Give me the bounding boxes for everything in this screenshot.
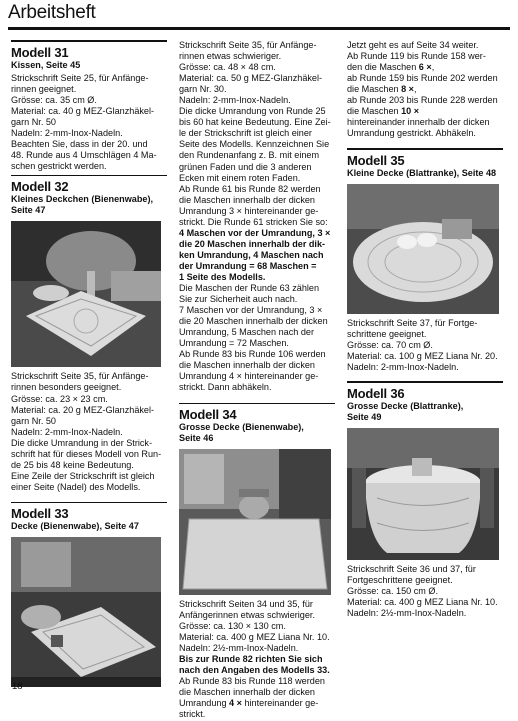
- modell-33-subtitle: Decke (Bienenwabe), Seite 47: [11, 521, 139, 532]
- modell-36-subtitle: Grosse Decke (Blattranke),: [347, 400, 464, 411]
- modell-36-text: Strickschrift Seite 36 und 37, für Fortgeschrittene geeignet. Grösse: ca. 150 cm Ø. Material: ca. 400 g MEZ Liana Nr. 10. Nadeln: 2½-mm-Inox-Nadeln.: [347, 563, 498, 618]
- section-rule: [347, 381, 503, 383]
- modell-35-text: Strickschrift Seite 37, für Fortge- schrittene geeignet. Grösse: ca. 70 cm Ø. Material: ca. 100 g MEZ Liana Nr. 20. Nadeln: 2-mm-Inox-Nadeln.: [347, 317, 498, 373]
- modell-32-text: Strickschrift Seite 35, für Anfänge- rinnen besonders geeignet. Grösse: ca. 23 × 23 cm. Material: ca. 20 g MEZ-Glanzhäkel- garn Nr. 50 Nadeln: 2-mm-Inox-Nadeln. Die dicke Umrandung in der Strick- schrift hat für dieses Modell von Run- de 25 bis 48 keine Bedeutung. Eine Zeile der Strickschrift ist gleich einer Seite (Nadel) des Modells.: [11, 371, 162, 492]
- section-rule: [179, 403, 335, 405]
- modell-32-photo: [11, 221, 161, 367]
- column-3: [347, 40, 503, 619]
- modell-33-photo: [11, 537, 161, 687]
- modell-34-subtitle: Grosse Decke (Bienenwabe),: [179, 422, 304, 432]
- page-number: 18: [12, 681, 23, 692]
- modell-34-title: Modell 34: [179, 407, 237, 422]
- modell-31-subtitle: Kissen, Seite 45: [11, 59, 81, 70]
- section-rule: [11, 175, 167, 177]
- modell-34-subtitle-page: Seite 46: [179, 433, 214, 443]
- modell-33-title: Modell 33: [11, 506, 69, 522]
- header-rule: [8, 27, 510, 30]
- modell-31-text: Strickschrift Seite 25, für Anfänge- rinnen geeignet. Grösse: ca. 35 cm Ø. Material: ca. 40 g MEZ-Glanzhäkel- garn Nr. 50 Nadeln: 2-mm-Inox-Nadeln. Beachten Sie, dass in der 20. und 48. Runde aus 4 Umschlägen 4 Ma- schen gestrickt werden.: [11, 72, 157, 171]
- section-rule: [11, 502, 167, 504]
- modell-32-title: Modell 32: [11, 179, 69, 195]
- modell-36-photo: [347, 428, 499, 560]
- page-title: Arbeitsheft: [8, 2, 96, 23]
- section-rule: [347, 148, 503, 150]
- modell-36-title: Modell 36: [347, 385, 405, 401]
- column-2: [179, 40, 335, 721]
- modell-33-continued-text: Strickschrift Seite 35, für Anfänge- rinnen etwas schwieriger. Grösse: ca. 48 × 48 cm. Material: ca. 50 g MEZ-Glanzhäkel- garn Nr. 30. Nadeln: 2-mm-Inox-Nadeln. Die dicke Umrandung von Runde 25 bis 60 hat keine Bedeutung. Eine Zei- le der Strickschrift ist gleich einer Seite des Modells. Kennzeichnen Sie den Rundenanfang z. B. mit einem grünen Faden und die 3 anderen Ecken mit einem roten Faden. Ab Runde 61 bis Runde 82 werden die Maschen innerhalb der dicken Umrandung 3 × hintereinander ge- strickt. Die Runde 61 stricken Sie so: 4 Maschen vor der Umrandung, 3 × die 20 Maschen innerhalb der dik- ken Umrandung, 4 Maschen nach der Umrandung = 68 Maschen = 1 Seite des Modells. Die Maschen der Runde 63 zählen Sie zur Sicherheit auch nach. 7 Maschen vor der Umrandung, 3 × die 20 Maschen innerhalb der dicken Umrandung, 5 Maschen nach der Umrandung = 72 Maschen. Ab Runde 83 bis Runde 106 werden die Maschen innerhalb der dicken Umrandung 4 × hintereinander ge- strickt. Dann abhäkeln.: [179, 40, 331, 393]
- modell-34-continued-text: Jetzt geht es auf Seite 34 weiter. Ab Runde 119 bis Runde 158 wer- den die Maschen 6 ×, ab Runde 159 bis Runde 202 werden die Maschen 8 ×, ab Runde 203 bis Runde 228 werden die Maschen 10 × hintereinander innerhalb der dicken Umrandung gestrickt. Abhäkeln.: [347, 40, 498, 139]
- modell-35-photo: [347, 184, 499, 314]
- column-1: [11, 40, 167, 691]
- modell-34-text: Strickschrift Seiten 34 und 35, für Anfängerinnen etwas schwieriger. Grösse: ca. 130 × 130 cm. Material: ca. 400 g MEZ Liana Nr. 10. Nadeln: 2½-mm-Inox-Nadeln. Bis zur Runde 82 richten Sie sich nach den Angaben des Modells 33. Ab Runde 83 bis Runde 118 werden die Maschen innerhalb der dicken Umrandung 4 × hintereinander ge- strickt.: [179, 599, 330, 720]
- modell-34-photo: [179, 449, 331, 595]
- modell-32-subtitle-page: Seite 47: [11, 205, 46, 216]
- modell-35-title: Modell 35: [347, 152, 405, 168]
- modell-36-subtitle-page: Seite 49: [347, 411, 382, 422]
- section-rule: [11, 40, 167, 42]
- modell-32-subtitle: Kleines Deckchen (Bienenwabe),: [11, 194, 154, 205]
- modell-31-title: Modell 31: [11, 44, 69, 60]
- modell-35-subtitle: Kleine Decke (Blattranke), Seite 48: [347, 167, 497, 178]
